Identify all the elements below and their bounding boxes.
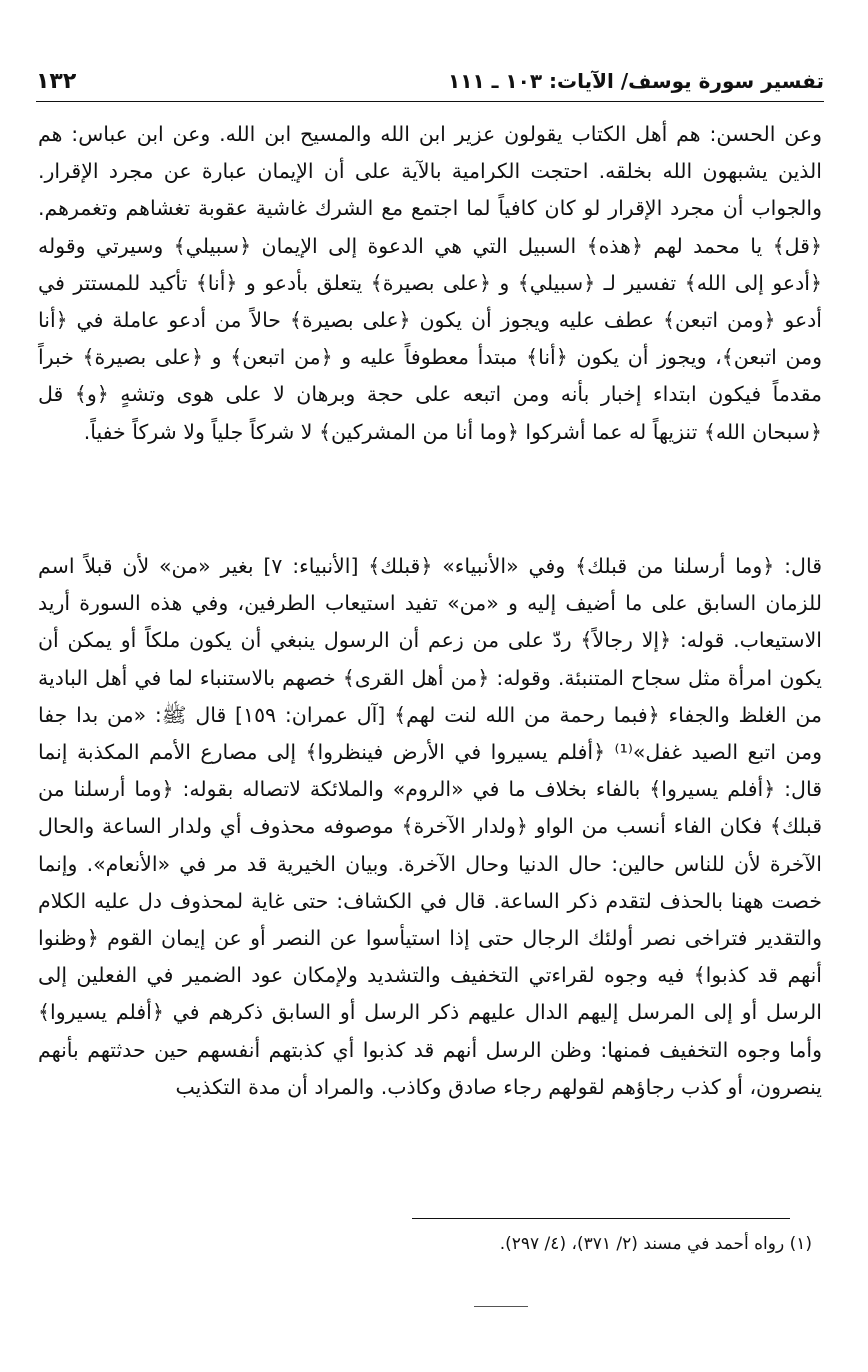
paragraph-2: قال: ﴿وما أرسلنا من قبلك﴾ وفي «الأنبياء» ﴿قبلك﴾ [الأنبياء: ٧] بغير «من» لأن قبلاً اسم للزمان السابق على ما أضيف إليه و «من» تفيد استيعاب الطرفين، وفي هذه السورة أريد الاستيعاب. قوله: ﴿إلا رجالاً﴾ ردّ على من زعم أن الرسول ينبغي أن يكون ملكاً أو يمكن أن يكون امرأة مثل سجاح المتنبئة. وقوله: ﴿من أهل القرى﴾ خصهم بالاستنباء لما في أهل البادية من الغلظ والجفاء ﴿فبما رحمة من الله لنت لهم﴾ [آل عمران: ١٥٩] قال ﷺ: «من بدا جفا ومن اتبع الصيد غفل»⁽¹⁾ ﴿أفلم يسيروا في الأرض فينظروا﴾ إلى مصارع الأمم المكذبة إنما قال: ﴿أفلم يسيروا﴾ بالفاء بخلاف ما في «الروم» والملائكة لاتصاله بقوله: ﴿وما أرسلنا من قبلك﴾ فكان الفاء أنسب من الواو ﴿ولدار الآخرة﴾ موصوفه محذوف أي ولدار الساعة والحال الآخرة لأن للناس حالين: حال الدنيا وحال الآخرة. وبيان الخيرية قد مر في «الأنعام». وإنما خصت ههنا بالحذف لتقدم ذكر الساعة. قال في الكشاف: حتى غاية لمحذوف دل عليه الكلام والتقدير فتراخى نصر أولئك الرجال حتى إذا استيأسوا عن النصر أو عن إيمان القوم ﴿وظنوا أنهم قد كذبوا﴾ فيه وجوه لقراءتي التخفيف والتشديد ولإمكان عود الضمير في الفعلين إلى الرسل أو إلى المرسل إليهم الدال عليهم ذكر الرسل أو السابق ذكرهم في ﴿أفلم يسيروا﴾ وأما وجوه التخفيف فمنها: وظن الرسل أنهم قد كذبوا أي كذبتهم أنفسهم حين حدثتهم بأنهم ينصرون، أو كذب رجاؤهم لقولهم رجاء صادق وكاذب. والمراد أن مدة التكذيب [38,554,822,1099]
running-title: تفسير سورة يوسف/ الآيات: ١٠٣ ـ ١١١ [448,69,824,93]
footnote-rule [412,1218,790,1219]
header-rule [36,101,824,102]
bottom-rule [474,1306,528,1307]
page-number: ١٣٢ [36,68,77,94]
footnote: (١) رواه أحمد في مسند (٢/ ٣٧١)، (٤/ ٢٩٧). [499,1234,812,1254]
paragraph-1: وعن الحسن: هم أهل الكتاب يقولون عزير ابن الله والمسيح ابن الله. وعن ابن عباس: هم الذين يشبهون الله بخلقه. احتجت الكرامية بالآية على أن الإيمان عبارة عن مجرد الإقرار. والجواب أن مجرد الإقرار لو كان كافياً لما اجتمع مع الشرك غاشية عقوبة تغشاهم وتغمرهم. ﴿قل﴾ يا محمد لهم ﴿هذه﴾ السبيل التي هي الدعوة إلى الإيمان ﴿سبيلي﴾ وسيرتي وقوله ﴿أدعو إلى الله﴾ تفسير لـ ﴿سبيلي﴾ و ﴿على بصيرة﴾ يتعلق بأدعو و ﴿أنا﴾ تأكيد للمستتر في أدعو ﴿ومن اتبعن﴾ عطف عليه ويجوز أن يكون ﴿على بصيرة﴾ حالاً من أدعو عاملة في ﴿أنا ومن اتبعن﴾، ويجوز أن يكون ﴿أنا﴾ مبتدأ معطوفاً عليه و ﴿من اتبعن﴾ و ﴿على بصيرة﴾ خبراً مقدماً فيكون ابتداء إخبار بأنه ومن اتبعه على حجة وبرهان لا على هوى وتشهٍ ﴿و﴾ قل ﴿سبحان الله﴾ تنزيهاً له عما أشركوا ﴿وما أنا من المشركين﴾ لا شركاً جلياً ولا شركاً خفياً. [38,122,822,444]
page-header [36,64,824,98]
